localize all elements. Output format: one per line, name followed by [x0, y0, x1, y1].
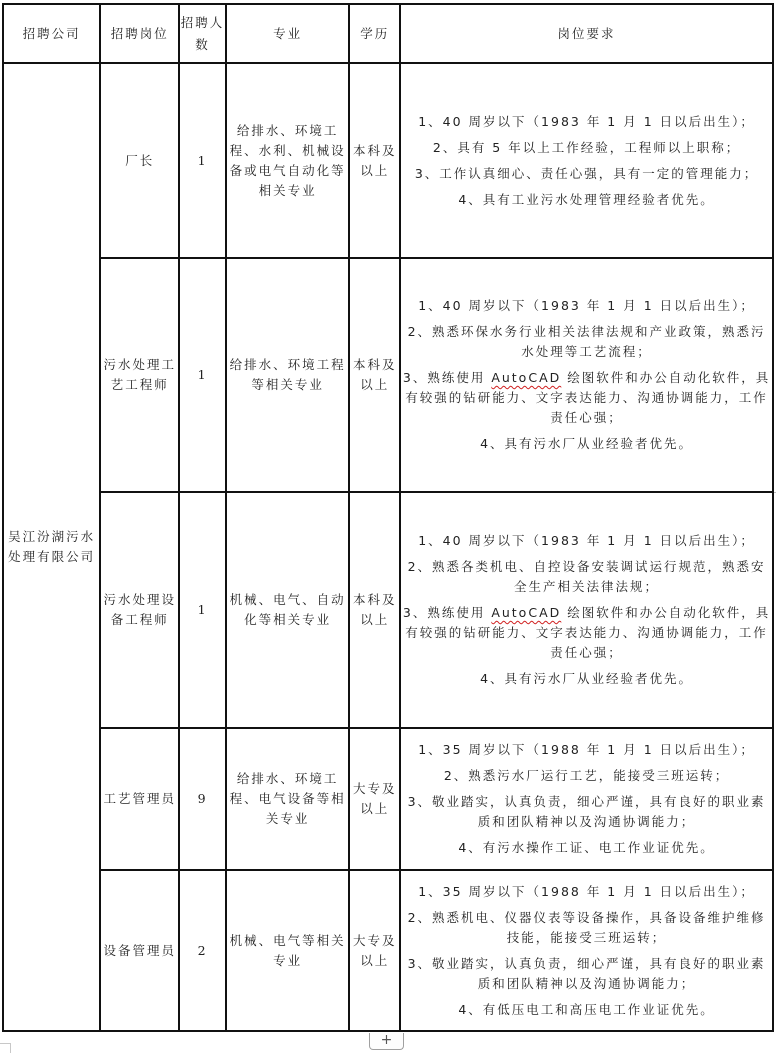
- requirement-item: 1、40 周岁以下（1983 年 1 月 1 日以后出生）；: [418, 298, 755, 313]
- recruitment-table: [2, 3, 774, 1032]
- requirement-item: 2、熟悉各类机电、自控设备安装调试运行规范，熟悉安全生产相关法律法规；: [407, 559, 766, 594]
- table-row: [3, 63, 773, 258]
- requirement-item: 3、工作认真细心、责任心强，具有一定的管理能力；: [414, 165, 759, 181]
- requirement-item: 3、熟练使用 AutoCAD 绘图软件和办公自动化软件，具有较强的钻研能力、文字表达能力、沟通协调能力，工作责任心强；: [402, 370, 771, 425]
- spellcheck-flagged-word: AutoCAD: [491, 370, 562, 385]
- table-row: [3, 492, 773, 728]
- requirement-item: 3、熟练使用 AutoCAD 绘图软件和办公自动化软件，具有较强的钻研能力、文字表达能力、沟通协调能力，工作责任心强；: [402, 605, 771, 660]
- requirement-item: 2、具有 5 年以上工作经验，工程师以上职称；: [432, 139, 741, 155]
- major-cell: 给排水、环境工程等相关专业: [226, 258, 350, 492]
- count-cell: 1: [179, 63, 226, 258]
- table-row: [3, 728, 773, 870]
- requirements-cell: [400, 63, 773, 258]
- count-cell: 9: [179, 728, 226, 870]
- header-education: 学历: [349, 4, 400, 63]
- requirements-cell: [400, 728, 773, 870]
- requirement-item: 4、具有工业污水处理管理经验者优先。: [458, 191, 715, 207]
- education-cell: 本科及以上: [349, 258, 400, 492]
- requirements-cell: [400, 492, 773, 728]
- header-major: 专业: [226, 4, 350, 63]
- major-cell: 机械、电气等相关专业: [226, 870, 350, 1031]
- requirement-item: 1、35 周岁以下（1988 年 1 月 1 日以后出生）；: [418, 742, 755, 757]
- spellcheck-flagged-word: AutoCAD: [491, 605, 562, 620]
- header-requirements: 岗位要求: [400, 4, 773, 63]
- education-cell: 本科及以上: [349, 492, 400, 728]
- major-cell: 机械、电气、自动化等相关专业: [226, 492, 350, 728]
- requirement-item: 3、敬业踏实，认真负责，细心严谨，具有良好的职业素质和团队精神以及沟通协调能力；: [407, 955, 766, 991]
- add-row-button[interactable]: +: [369, 1033, 404, 1050]
- table-row: [3, 870, 773, 1031]
- count-cell: 1: [179, 258, 226, 492]
- header-count: 招聘人数: [179, 4, 226, 63]
- requirement-item: 4、有低压电工和高压电工作业证优先。: [458, 1001, 715, 1017]
- count-cell: 2: [179, 870, 226, 1031]
- header-company: 招聘公司: [3, 4, 100, 63]
- requirement-item: 4、具有污水厂从业经验者优先。: [480, 436, 694, 451]
- position-cell: 污水处理工艺工程师: [100, 258, 179, 492]
- requirement-item: 2、熟悉机电、仪器仪表等设备操作，具备设备维护维修技能，能接受三班运转；: [407, 909, 766, 945]
- requirements-cell: [400, 870, 773, 1031]
- requirement-item: 4、有污水操作工证、电工作业证优先。: [458, 840, 715, 855]
- requirement-item: 1、40 周岁以下（1983 年 1 月 1 日以后出生）；: [418, 113, 755, 129]
- education-cell: 大专及以上: [349, 728, 400, 870]
- count-cell: 1: [179, 492, 226, 728]
- education-cell: 本科及以上: [349, 63, 400, 258]
- header-row: [3, 4, 773, 63]
- header-position: 招聘岗位: [100, 4, 179, 63]
- requirement-item: 1、35 周岁以下（1988 年 1 月 1 日以后出生）；: [418, 883, 755, 899]
- position-cell: 污水处理设备工程师: [100, 492, 179, 728]
- company-cell: 吴江汾湖污水处理有限公司: [3, 63, 100, 1031]
- major-cell: 给排水、环境工程、水利、机械设备或电气自动化等相关专业: [226, 63, 350, 258]
- requirement-item: 4、具有污水厂从业经验者优先。: [480, 671, 694, 686]
- table-row: [3, 258, 773, 492]
- major-cell: 给排水、环境工程、电气设备等相关专业: [226, 728, 350, 870]
- requirements-cell: [400, 258, 773, 492]
- requirement-item: 2、熟悉污水厂运行工艺，能接受三班运转；: [443, 768, 730, 783]
- requirement-item: 2、熟悉环保水务行业相关法律法规和产业政策，熟悉污水处理等工艺流程；: [407, 324, 766, 359]
- position-cell: 厂长: [100, 63, 179, 258]
- education-cell: 大专及以上: [349, 870, 400, 1031]
- requirement-item: 1、40 周岁以下（1983 年 1 月 1 日以后出生）；: [418, 533, 755, 548]
- position-cell: 工艺管理员: [100, 728, 179, 870]
- requirement-item: 3、敬业踏实，认真负责，细心严谨，具有良好的职业素质和团队精神以及沟通协调能力；: [407, 794, 766, 829]
- position-cell: 设备管理员: [100, 870, 179, 1031]
